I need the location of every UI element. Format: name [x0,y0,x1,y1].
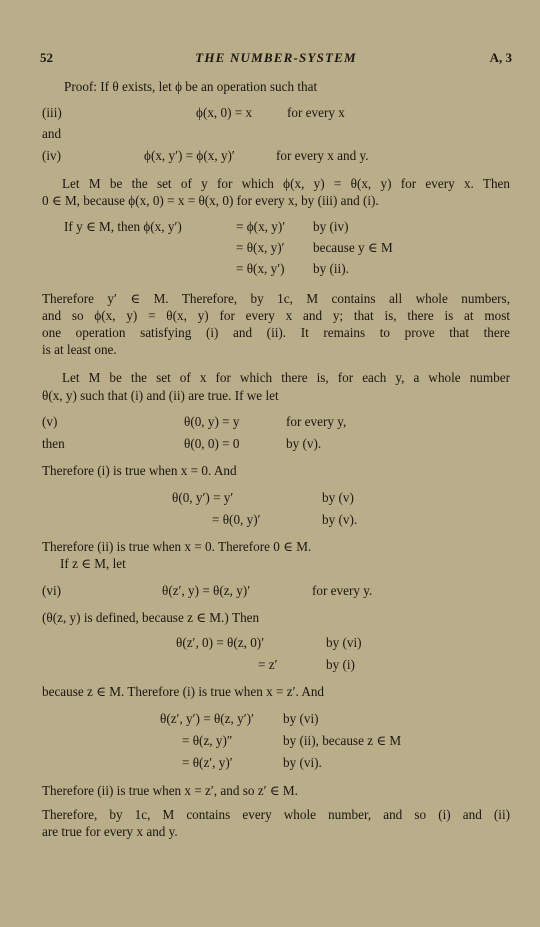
chain4-why-1: by (vi) [283,711,319,726]
because-line: because z ∈ M. Therefore (i) is true when x = z′. And [42,684,325,699]
running-header [40,50,512,68]
eq-iv-expr: ϕ(x, y′) = ϕ(x, y)′ [144,148,235,163]
chain2-rhs-1: θ(0, y′) = y′ [172,490,234,505]
then-expr: θ(0, 0) = 0 [184,436,240,451]
chain4-why-2: by (ii), because z ∈ M [283,733,402,748]
eq-vi-note: for every y. [312,583,373,598]
chain1-rhs-1: = ϕ(x, y)′ [236,219,286,234]
chain1-why-3: by (ii). [313,261,349,276]
final-para-line1: Therefore, by 1c, M contains every whole number, and so (i) and (ii) [42,807,510,822]
chain4-rhs-2: = θ(z, y)″ [182,733,233,748]
eq-vi-expr: θ(z′, y) = θ(z, y)′ [162,583,251,598]
para2-line1: Therefore y′ ∈ M. Therefore, by 1c, M contains all whole numbers, [42,291,510,306]
chain1-lhs: If y ∈ M, then ϕ(x, y′) [64,219,182,234]
chain2-why-2: by (v). [322,512,358,527]
then-label: then [42,436,65,451]
para2-line2: and so ϕ(x, y) = θ(x, y) for every x and y; that is, there is at most [42,308,510,323]
para2-line4: is at least one. [42,342,117,357]
para1-line2: 0 ∈ M, because ϕ(x, 0) = x = θ(x, 0) for every x, by (iii) and (i). [42,193,379,208]
final-line1: Therefore (ii) is true when x = z′, and so z′ ∈ M. [42,783,298,798]
chain1-why-1: by (iv) [313,219,349,234]
defined-line: (θ(z, y) is defined, because z ∈ M.) Then [42,610,260,625]
then-note: by (v). [286,436,322,451]
eq-vi-label: (vi) [42,583,62,598]
chain1-rhs-2: = θ(x, y)′ [236,240,285,255]
chain1-why-2: because y ∈ M [313,240,393,255]
ii-true-line: Therefore (ii) is true when x = 0. Therefore 0 ∈ M. [42,539,312,554]
eq-iii-note: for every x [287,105,345,120]
chain1-rhs-3: = θ(x, y′) [236,261,285,276]
eq-iii-label: (iii) [42,105,62,120]
eq-v-expr: θ(0, y) = y [184,414,240,429]
i-true-line: Therefore (i) is true when x = 0. And [42,463,237,478]
eq-iv-label: (iv) [42,148,62,163]
para3-line1: Let M be the set of x for which there is, for each y, a whole number [62,370,510,385]
eq-iii-expr: ϕ(x, 0) = x [196,105,253,120]
proof-intro: Proof: If θ exists, let ϕ be an operation such that [64,79,318,94]
chain3-rhs-1: θ(z′, 0) = θ(z, 0)′ [176,635,265,650]
page-number: 52 [40,50,53,65]
section-marker: A, 3 [489,50,512,65]
eq-v-note: for every y, [286,414,347,429]
chain2-rhs-2: = θ(0, y)′ [212,512,261,527]
chain3-why-1: by (vi) [326,635,362,650]
chain4-rhs-3: = θ(z′, y)′ [182,755,233,770]
and-word: and [42,126,62,141]
para2-line3: one operation satisfying (i) and (ii). It remains to prove that there [42,325,510,340]
chain3-rhs-2: = z′ [258,657,278,672]
eq-iv-note: for every x and y. [276,148,369,163]
chain4-why-3: by (vi). [283,755,322,770]
para1-line1: Let M be the set of y for which ϕ(x, y) = θ(x, y) for every x. Then [62,176,510,191]
chain2-why-1: by (v) [322,490,354,505]
chapter-title: THE NUMBER-SYSTEM [195,50,357,65]
eq-v-label: (v) [42,414,58,429]
chain4-rhs-1: θ(z′, y′) = θ(z, y′)′ [160,711,254,726]
final-para-line2: are true for every x and y. [42,824,178,839]
if-z-line: If z ∈ M, let [60,556,126,571]
chain3-why-2: by (i) [326,657,355,672]
para3-line2: θ(x, y) such that (i) and (ii) are true. If we let [42,388,279,403]
